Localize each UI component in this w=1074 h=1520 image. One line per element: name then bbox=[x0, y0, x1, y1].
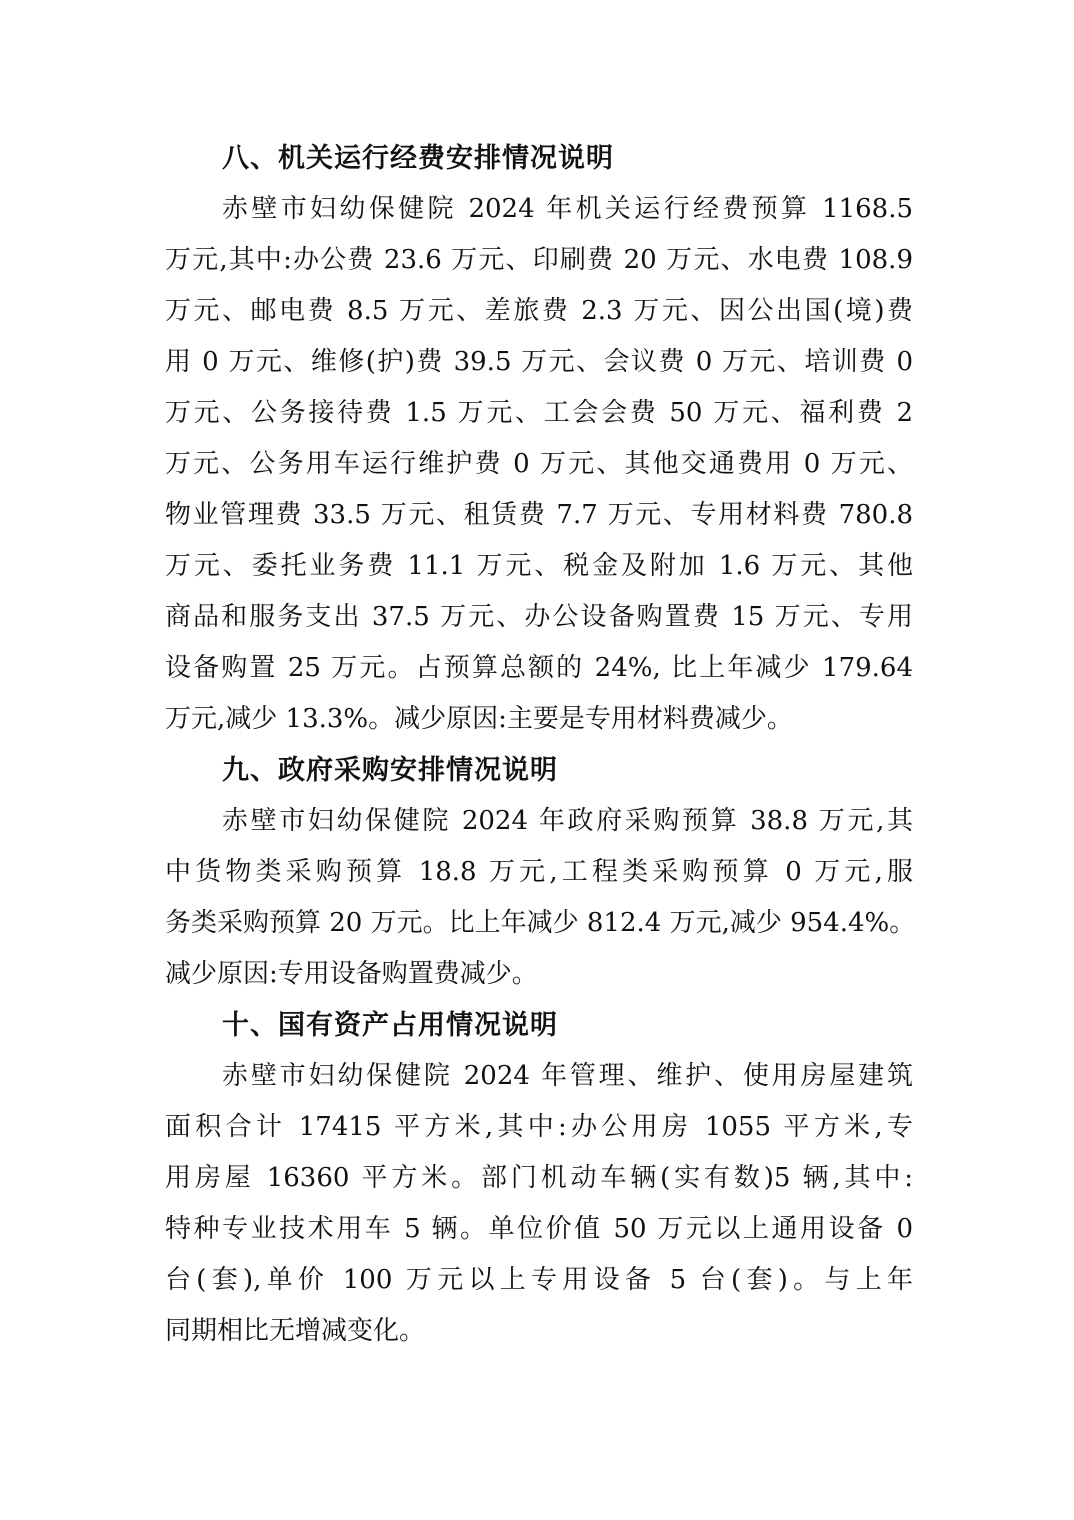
text-line: 物业管理费 33.5 万元、租赁费 7.7 万元、专用材料费 780.8 bbox=[165, 500, 913, 530]
document-body bbox=[165, 133, 916, 1357]
text-line: 赤壁市妇幼保健院 2024 年管理、维护、使用房屋建筑 bbox=[222, 1061, 913, 1091]
text-line: 万元、委托业务费 11.1 万元、税金及附加 1.6 万元、其他 bbox=[165, 551, 913, 581]
text-line: 万元、公务接待费 1.5 万元、工会会费 50 万元、福利费 2 bbox=[165, 398, 913, 428]
text-line: 商品和服务支出 37.5 万元、办公设备购置费 15 万元、专用 bbox=[165, 602, 913, 632]
text-line: 台(套),单价 100 万元以上专用设备 5 台(套)。与上年 bbox=[165, 1265, 913, 1295]
text-line: 万元、邮电费 8.5 万元、差旅费 2.3 万元、因公出国(境)费 bbox=[165, 296, 913, 326]
section-operating-expenses bbox=[165, 133, 913, 745]
text-line: 中货物类采购预算 18.8 万元,工程类采购预算 0 万元,服 bbox=[165, 857, 913, 887]
section-heading: 八、机关运行经费安排情况说明 bbox=[222, 143, 614, 174]
section-heading: 九、政府采购安排情况说明 bbox=[222, 755, 558, 786]
text-line: 赤壁市妇幼保健院 2024 年政府采购预算 38.8 万元,其 bbox=[222, 806, 913, 836]
section-government-procurement bbox=[165, 745, 916, 1000]
text-line: 特种专业技术用车 5 辆。单位价值 50 万元以上通用设备 0 bbox=[165, 1214, 913, 1244]
section-paragraph bbox=[165, 796, 916, 1000]
section-paragraph bbox=[165, 1051, 913, 1357]
text-line: 赤壁市妇幼保健院 2024 年机关运行经费预算 1168.5 bbox=[222, 194, 913, 224]
text-line: 万元,减少 13.3%。减少原因:主要是专用材料费减少。 bbox=[165, 704, 793, 734]
text-line: 减少原因:专用设备购置费减少。 bbox=[165, 959, 538, 989]
text-line: 用 0 万元、维修(护)费 39.5 万元、会议费 0 万元、培训费 0 bbox=[165, 347, 913, 377]
text-line: 面积合计 17415 平方米,其中:办公用房 1055 平方米,专 bbox=[165, 1112, 913, 1142]
section-paragraph bbox=[165, 184, 913, 745]
text-line: 同期相比无增减变化。 bbox=[165, 1316, 426, 1346]
text-line: 用房屋 16360 平方米。部门机动车辆(实有数)5 辆,其中: bbox=[165, 1163, 913, 1193]
section-heading: 十、国有资产占用情况说明 bbox=[222, 1010, 558, 1041]
text-line: 万元、公务用车运行维护费 0 万元、其他交通费用 0 万元、 bbox=[165, 449, 913, 479]
text-line: 务类采购预算 20 万元。比上年减少 812.4 万元,减少 954.4%。 bbox=[165, 908, 916, 938]
section-state-assets bbox=[165, 1000, 913, 1357]
text-line: 设备购置 25 万元。占预算总额的 24%, 比上年减少 179.64 bbox=[165, 653, 913, 683]
text-line: 万元,其中:办公费 23.6 万元、印刷费 20 万元、水电费 108.9 bbox=[165, 245, 913, 275]
